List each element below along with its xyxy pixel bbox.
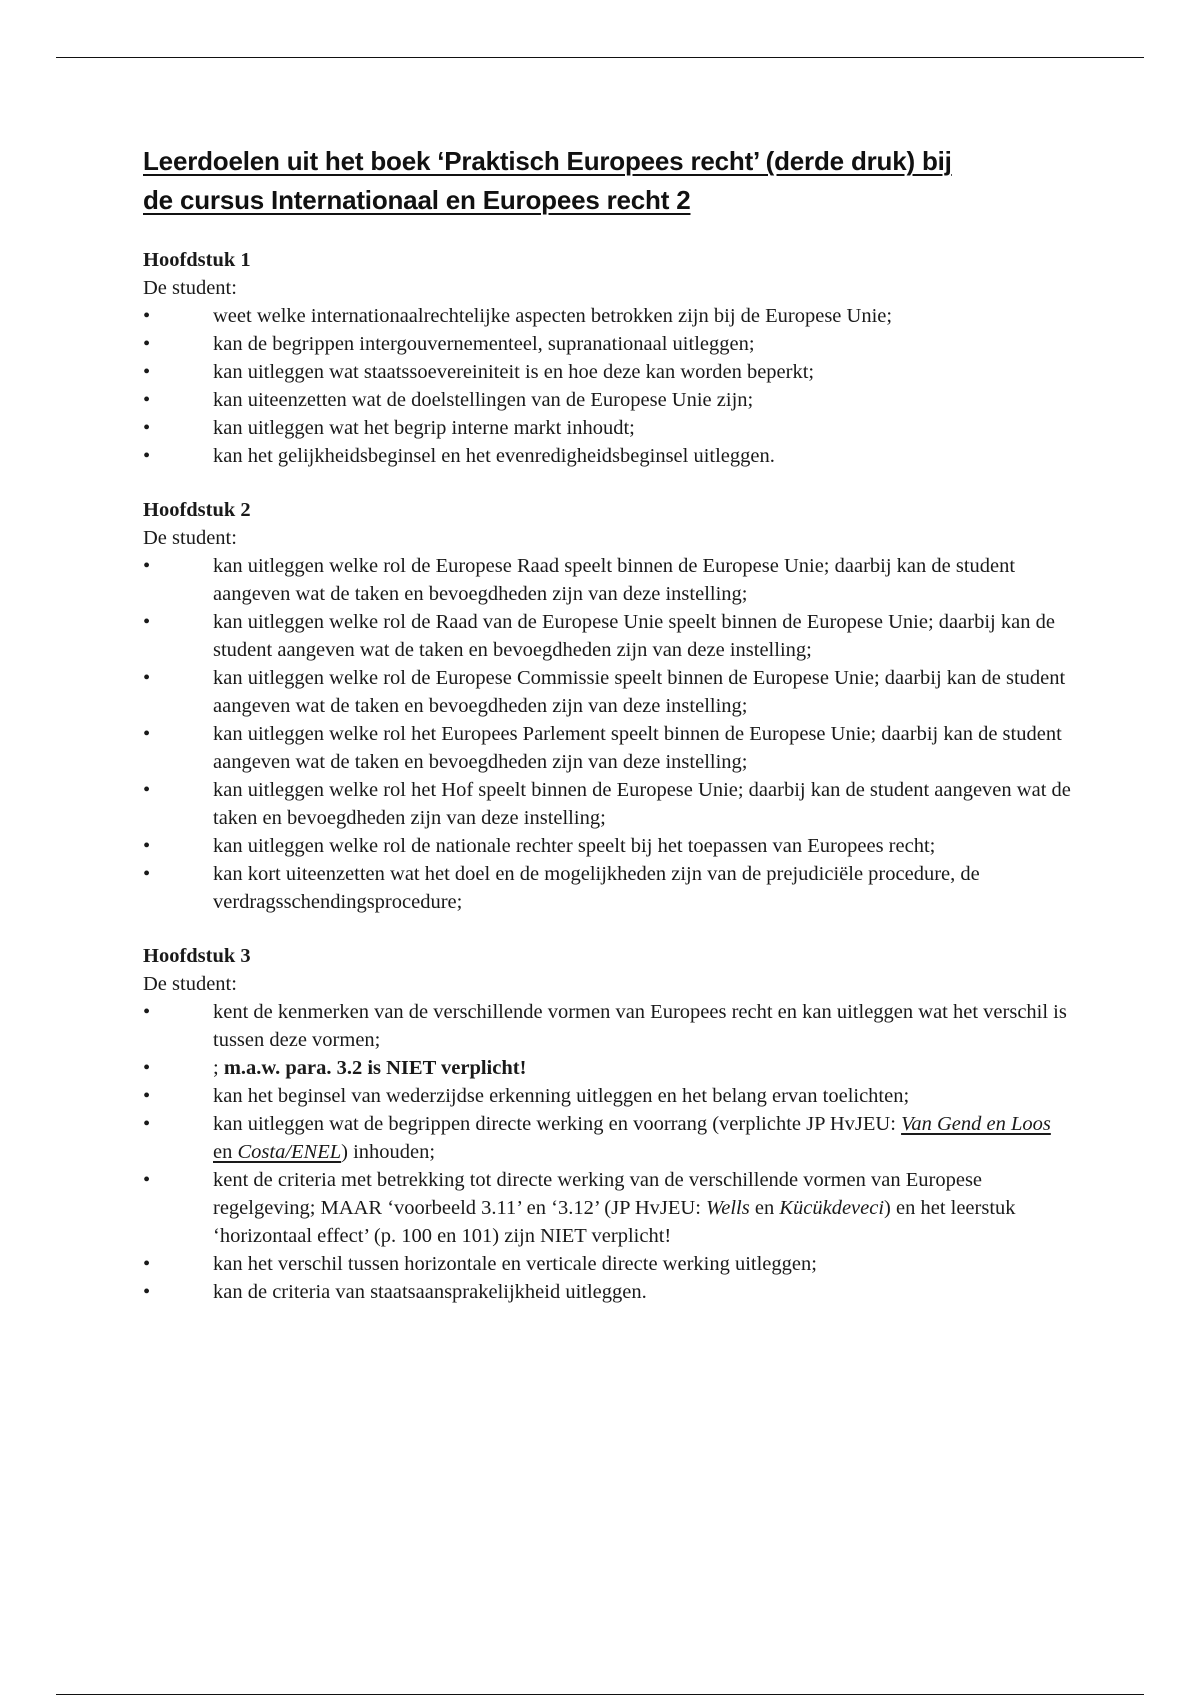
top-rule — [56, 57, 1144, 58]
goal-text: weet welke internationaalrechtelijke aspecten betrokken zijn bij de Europese Unie; — [213, 305, 893, 327]
not-required-note: m.a.w. para. 3.2 is NIET verplicht! — [223, 1057, 527, 1079]
chapter-3-section — [143, 942, 1073, 1306]
bullet: • — [143, 305, 151, 327]
goal-text: kan uitleggen wat de begrippen directe werking en voorrang (verplichte JP HvJEU: — [213, 1113, 902, 1135]
chapter-1-section — [143, 246, 1073, 470]
goal-text: kan uiteenzetten wat de doelstellingen van de Europese Unie zijn; — [213, 389, 754, 411]
goal-text: kan het gelijkheidsbeginsel en het evenredigheidsbeginsel uitleggen. — [213, 445, 775, 467]
conjunction: en — [749, 1197, 780, 1219]
bullet: • — [143, 417, 151, 439]
goal-text: kan uitleggen welke rol het Europees Parlement speelt binnen de Europese Unie; daarbij kan de student aangeven wat de taken en bevoegdheden zijn van deze instelling; — [213, 723, 1062, 773]
bullet: • — [143, 1057, 151, 1079]
goal-text: kan uitleggen wat staatssoevereiniteit is en hoe deze kan worden beperkt; — [213, 361, 815, 383]
list-item — [143, 998, 1073, 1054]
list-item — [143, 1250, 1073, 1278]
list-item — [143, 414, 1073, 442]
goal-text: kan het verschil tussen horizontale en verticale directe werking uitleggen; — [213, 1253, 817, 1275]
document-page — [143, 142, 1073, 1306]
bullet: • — [143, 445, 151, 467]
list-item — [143, 1082, 1073, 1110]
document-title — [143, 142, 1073, 220]
chapter-intro: De student: — [143, 973, 237, 995]
goal-text: kan uitleggen welke rol het Hof speelt binnen de Europese Unie; daarbij kan de student aangeven wat de taken en bevoegdheden zijn van deze instelling; — [213, 779, 1071, 829]
chapter-heading: Hoofdstuk 3 — [143, 945, 251, 967]
list-item — [143, 302, 1073, 330]
bullet: • — [143, 611, 151, 633]
list-item — [143, 386, 1073, 414]
bullet: • — [143, 1001, 151, 1023]
bullet: • — [143, 1281, 151, 1303]
chapter-intro: De student: — [143, 277, 237, 299]
list-item — [143, 552, 1073, 608]
goal-text: kan de begrippen intergouvernementeel, supranationaal uitleggen; — [213, 333, 755, 355]
case-costa-enel: Costa/ENEL — [237, 1141, 342, 1163]
bullet: • — [143, 333, 151, 355]
chapter-2-section — [143, 496, 1073, 916]
goal-text: kan uitleggen welke rol de Raad van de Europese Unie speelt binnen de Europese Unie; daarbij kan de student aangeven wat de taken en bevoegdheden zijn van deze instelling; — [213, 611, 1055, 661]
list-item — [143, 776, 1073, 832]
bullet: • — [143, 779, 151, 801]
list-item — [143, 720, 1073, 776]
list-item — [143, 358, 1073, 386]
bullet: • — [143, 863, 151, 885]
bullet: • — [143, 1169, 151, 1191]
list-item — [143, 608, 1073, 664]
chapter-heading: Hoofdstuk 2 — [143, 499, 251, 521]
chapter-heading: Hoofdstuk 1 — [143, 249, 251, 271]
conjunction: en — [213, 1141, 238, 1163]
title-line-2: de cursus Internationaal en Europees recht 2 — [143, 185, 691, 215]
bottom-rule — [56, 1694, 1144, 1695]
goal-text: kan uitleggen welke rol de Europese Raad speelt binnen de Europese Unie; daarbij kan de student aangeven wat de taken en bevoegdheden zijn van deze instelling; — [213, 555, 1016, 605]
goal-text: kan uitleggen wat het begrip interne markt inhoudt; — [213, 417, 635, 439]
case-wells: Wells — [706, 1197, 750, 1219]
list-item — [143, 442, 1073, 470]
bullet: • — [143, 1113, 151, 1135]
goal-text: kan de criteria van staatsaansprakelijkheid uitleggen. — [213, 1281, 647, 1303]
bullet: • — [143, 835, 151, 857]
bullet: • — [143, 1085, 151, 1107]
list-item — [143, 860, 1073, 916]
bullet: • — [143, 555, 151, 577]
bullet: • — [143, 667, 151, 689]
goal-text: kan uitleggen welke rol de Europese Commissie speelt binnen de Europese Unie; daarbij kan de student aangeven wat de taken en bevoegdheden zijn van deze instelling; — [213, 667, 1066, 717]
bullet: • — [143, 723, 151, 745]
goal-text-end: ) en het leerstuk ‘horizontaal effect’ (p. 100 en 101) zijn NIET verplicht! — [213, 1197, 1016, 1247]
case-kucukdeveci: Kücükdeveci — [779, 1197, 885, 1219]
case-van-gend-en-loos: Van Gend en Loos — [901, 1113, 1051, 1135]
list-item — [143, 1110, 1073, 1166]
bullet: • — [143, 389, 151, 411]
list-item — [143, 1166, 1073, 1250]
list-item — [143, 1278, 1073, 1306]
goal-text-end: ) inhouden; — [341, 1141, 436, 1163]
list-item — [143, 664, 1073, 720]
goal-text: kent de kenmerken van de verschillende vormen van Europees recht en kan uitleggen wat het verschil is tussen deze vormen; — [213, 1001, 1067, 1051]
learning-goals-list — [143, 552, 1073, 916]
chapter-intro: De student: — [143, 527, 237, 549]
bullet: • — [143, 361, 151, 383]
list-item — [143, 330, 1073, 358]
learning-goals-list — [143, 998, 1073, 1306]
list-item — [143, 1054, 1073, 1082]
title-line-1: Leerdoelen uit het boek ‘Praktisch Europees recht’ (derde druk) bij — [143, 146, 952, 176]
goal-text: kent de criteria met betrekking tot directe werking van de verschillende vormen van Europese regelgeving; MAAR ‘voorbeeld 3.11’ en ‘3.12’ (JP HvJEU: — [213, 1169, 983, 1219]
goal-text: kan het beginsel van wederzijdse erkenning uitleggen en het belang ervan toelichten; — [213, 1085, 910, 1107]
goal-text-prefix: ; — [213, 1057, 224, 1079]
list-item — [143, 832, 1073, 860]
goal-text: kan uitleggen welke rol de nationale rechter speelt bij het toepassen van Europees recht; — [213, 835, 936, 857]
goal-text: kan kort uiteenzetten wat het doel en de mogelijkheden zijn van de prejudiciële procedure, de verdragsschendingsprocedure; — [213, 863, 980, 913]
bullet: • — [143, 1253, 151, 1275]
learning-goals-list — [143, 302, 1073, 470]
